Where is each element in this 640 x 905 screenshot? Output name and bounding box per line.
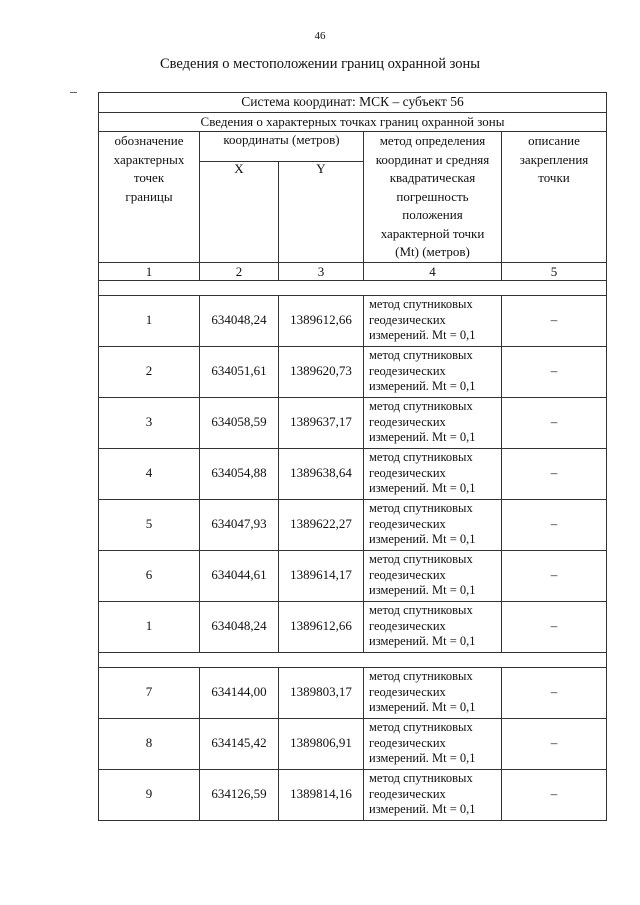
separator-row bbox=[99, 280, 607, 295]
method-line: измерений. Mt = 0,1 bbox=[369, 532, 476, 547]
method-cell bbox=[364, 295, 502, 346]
point-number: 1 bbox=[99, 295, 200, 346]
coord-y: 1389637,17 bbox=[279, 397, 364, 448]
method-cell bbox=[364, 550, 502, 601]
method-line: метод спутниковых bbox=[369, 603, 473, 618]
point-description: – bbox=[502, 769, 607, 820]
coord-x: 634044,61 bbox=[200, 550, 279, 601]
method-cell bbox=[364, 667, 502, 718]
point-description: – bbox=[502, 667, 607, 718]
method-line: метод спутниковых bbox=[369, 450, 473, 465]
coord-x: 634126,59 bbox=[200, 769, 279, 820]
method-line: метод спутниковых bbox=[369, 348, 473, 363]
method-line: геодезических bbox=[369, 618, 446, 633]
method-line: геодезических bbox=[369, 516, 446, 531]
header-x: X bbox=[200, 161, 279, 262]
method-line: метод спутниковых bbox=[369, 771, 473, 786]
table-row bbox=[99, 397, 607, 448]
point-description: – bbox=[502, 397, 607, 448]
table-row bbox=[99, 718, 607, 769]
method-line: метод спутниковых bbox=[369, 720, 473, 735]
coord-y: 1389612,66 bbox=[279, 601, 364, 652]
method-cell bbox=[364, 448, 502, 499]
table-row bbox=[99, 769, 607, 820]
method-line: метод спутниковых bbox=[369, 399, 473, 414]
point-description: – bbox=[502, 448, 607, 499]
column-number-3: 3 bbox=[279, 262, 364, 280]
method-line: геодезических bbox=[369, 684, 446, 699]
point-number: 1 bbox=[99, 601, 200, 652]
coord-x: 634058,59 bbox=[200, 397, 279, 448]
coord-x: 634048,24 bbox=[200, 601, 279, 652]
table-row bbox=[99, 550, 607, 601]
point-description: – bbox=[502, 499, 607, 550]
method-line: геодезических bbox=[369, 465, 446, 480]
coord-x: 634054,88 bbox=[200, 448, 279, 499]
header-coordinates: координаты (метров) bbox=[200, 132, 364, 162]
method-cell bbox=[364, 601, 502, 652]
method-line: измерений. Mt = 0,1 bbox=[369, 802, 476, 817]
header-method: метод определения координат и средняя квадратическая погрешность положения характерной точки (Mt) (метров) bbox=[364, 132, 502, 263]
method-line: метод спутниковых bbox=[369, 552, 473, 567]
point-number: 8 bbox=[99, 718, 200, 769]
table-row bbox=[99, 601, 607, 652]
coord-x: 634048,24 bbox=[200, 295, 279, 346]
coord-y: 1389803,17 bbox=[279, 667, 364, 718]
method-line: геодезических bbox=[369, 735, 446, 750]
point-number: 2 bbox=[99, 346, 200, 397]
header-y: Y bbox=[279, 161, 364, 262]
method-line: измерений. Mt = 0,1 bbox=[369, 430, 476, 445]
page-title: Сведения о местоположении границ охранной зоны bbox=[159, 56, 480, 72]
coord-y: 1389814,16 bbox=[279, 769, 364, 820]
method-cell bbox=[364, 397, 502, 448]
method-line: метод спутниковых bbox=[369, 501, 473, 516]
coord-y: 1389806,91 bbox=[279, 718, 364, 769]
table-row bbox=[99, 346, 607, 397]
point-number: 7 bbox=[99, 667, 200, 718]
page-number: 46 bbox=[314, 30, 326, 42]
separator-row bbox=[99, 652, 607, 667]
column-number-5: 5 bbox=[502, 262, 607, 280]
header-description: описание закрепления точки bbox=[502, 132, 607, 263]
method-line: метод спутниковых bbox=[369, 669, 473, 684]
coord-y: 1389638,64 bbox=[279, 448, 364, 499]
header-point-designation: обозначение характерных точек границы bbox=[99, 132, 200, 263]
method-line: измерений. Mt = 0,1 bbox=[369, 583, 476, 598]
method-cell bbox=[364, 718, 502, 769]
point-number: 4 bbox=[99, 448, 200, 499]
point-number: 3 bbox=[99, 397, 200, 448]
method-line: измерений. Mt = 0,1 bbox=[369, 751, 476, 766]
method-line: геодезических bbox=[369, 363, 446, 378]
coord-x: 634051,61 bbox=[200, 346, 279, 397]
point-description: – bbox=[502, 550, 607, 601]
table-row bbox=[99, 499, 607, 550]
point-description: – bbox=[502, 295, 607, 346]
method-line: геодезических bbox=[369, 312, 446, 327]
method-line: метод спутниковых bbox=[369, 297, 473, 312]
table-row bbox=[99, 295, 607, 346]
method-line: геодезических bbox=[369, 414, 446, 429]
point-number: 5 bbox=[99, 499, 200, 550]
point-description: – bbox=[502, 601, 607, 652]
coord-x: 634145,42 bbox=[200, 718, 279, 769]
method-line: измерений. Mt = 0,1 bbox=[369, 328, 476, 343]
coord-x: 634144,00 bbox=[200, 667, 279, 718]
point-description: – bbox=[502, 346, 607, 397]
section-title-row: Сведения о характерных точках границ охранной зоны bbox=[99, 112, 607, 132]
method-line: геодезических bbox=[369, 786, 446, 801]
method-line: измерений. Mt = 0,1 bbox=[369, 700, 476, 715]
point-description: – bbox=[502, 718, 607, 769]
method-line: измерений. Mt = 0,1 bbox=[369, 634, 476, 649]
coordinate-system-row: Система координат: МСК – субъект 56 bbox=[99, 93, 607, 113]
coord-y: 1389620,73 bbox=[279, 346, 364, 397]
boundary-points-table bbox=[98, 92, 607, 821]
coord-y: 1389614,17 bbox=[279, 550, 364, 601]
table-row bbox=[99, 448, 607, 499]
point-number: 6 bbox=[99, 550, 200, 601]
method-line: геодезических bbox=[369, 567, 446, 582]
method-cell bbox=[364, 346, 502, 397]
column-number-1: 1 bbox=[99, 262, 200, 280]
table-row bbox=[99, 667, 607, 718]
method-line: измерений. Mt = 0,1 bbox=[369, 379, 476, 394]
method-cell bbox=[364, 769, 502, 820]
method-line: измерений. Mt = 0,1 bbox=[369, 481, 476, 496]
point-number: 9 bbox=[99, 769, 200, 820]
column-number-2: 2 bbox=[200, 262, 279, 280]
method-cell bbox=[364, 499, 502, 550]
coord-x: 634047,93 bbox=[200, 499, 279, 550]
coord-y: 1389612,66 bbox=[279, 295, 364, 346]
margin-mark bbox=[70, 92, 77, 93]
column-number-4: 4 bbox=[364, 262, 502, 280]
coord-y: 1389622,27 bbox=[279, 499, 364, 550]
